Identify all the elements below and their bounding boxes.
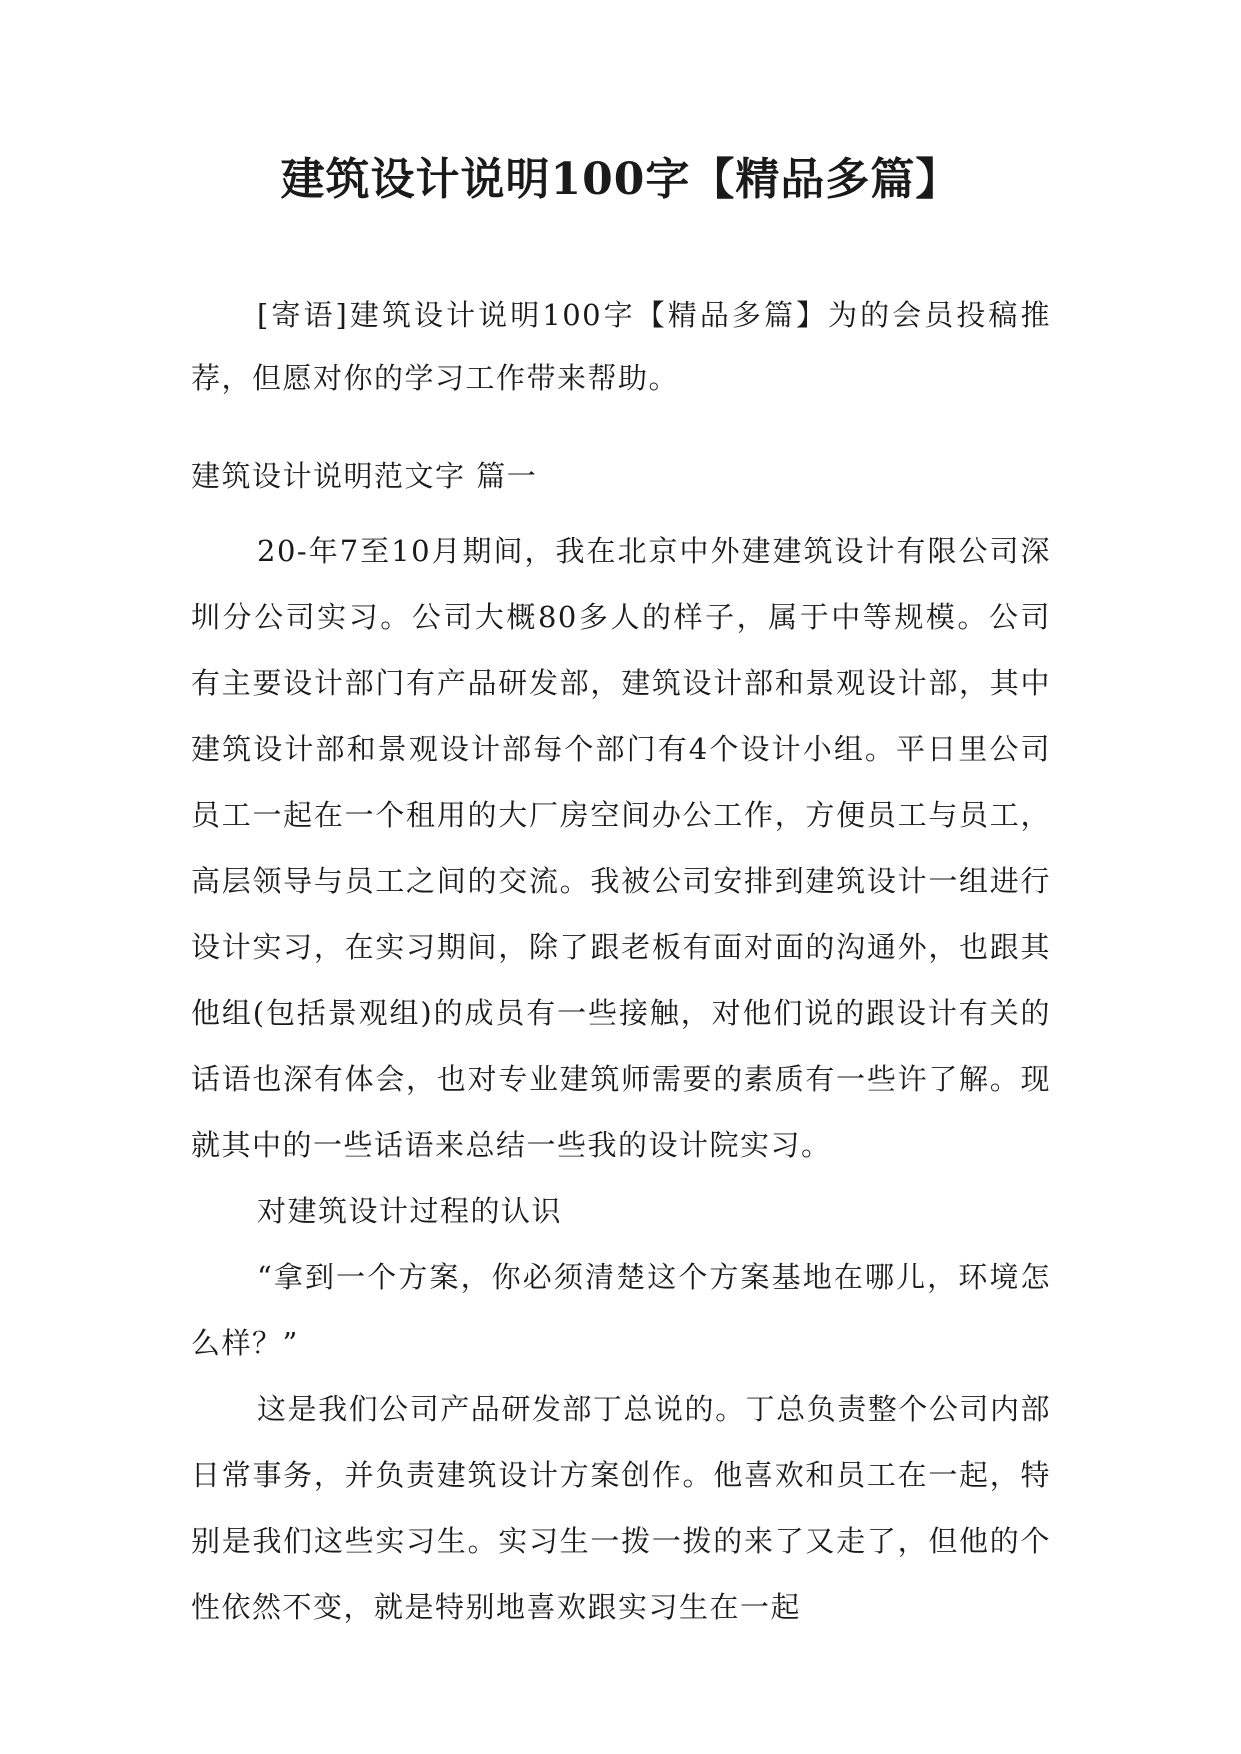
quote-paragraph: “拿到一个方案，你必须清楚这个方案基地在哪儿，环境怎么样？” xyxy=(191,1260,1051,1360)
intro-text: [寄语]建筑设计说明100字【精品多篇】为的会员投稿推荐，但愿对你的学习工作带来帮助。 xyxy=(191,298,1051,395)
paragraph: 这是我们公司产品研发部丁总说的。丁总负责整个公司内部日常事务，并负责建筑设计方案创作。他喜欢和员工在一起，特别是我们这些实习生。实习生一拨一拨的来了又走了，但他的个性依然不变，就是特别地喜欢跟实习生在一起 xyxy=(191,1392,1051,1624)
sub-heading: 对建筑设计过程的认识 xyxy=(257,1194,563,1228)
paragraph: 20-年7至10月期间，我在北京中外建建筑设计有限公司深圳分公司实习。公司大概80多人的样子，属于中等规模。公司有主要设计部门有产品研发部，建筑设计部和景观设计部，其中建筑设计部和景观设计部每个部门有4个设计小组。平日里公司员工一起在一个租用的大厂房空间办公工作，方便员工与员工，高层领导与员工之间的交流。我被公司安排到建筑设计一组进行设计实习，在实习期间，除了跟老板有面对面的沟通外，也跟其他组(包括景观组)的成员有一些接触，对他们说的跟设计有关的话语也深有体会，也对专业建筑师需要的素质有一些许了解。现就其中的一些话语来总结一些我的设计院实习。 xyxy=(191,534,1051,1162)
section-content xyxy=(191,518,1051,1640)
section-heading-text: 建筑设计说明范文字 篇一 xyxy=(191,459,538,493)
document-title: 建筑设计说明100字【精品多篇】 xyxy=(280,154,961,205)
intro-paragraph xyxy=(191,284,1051,410)
section-heading xyxy=(191,456,1051,496)
